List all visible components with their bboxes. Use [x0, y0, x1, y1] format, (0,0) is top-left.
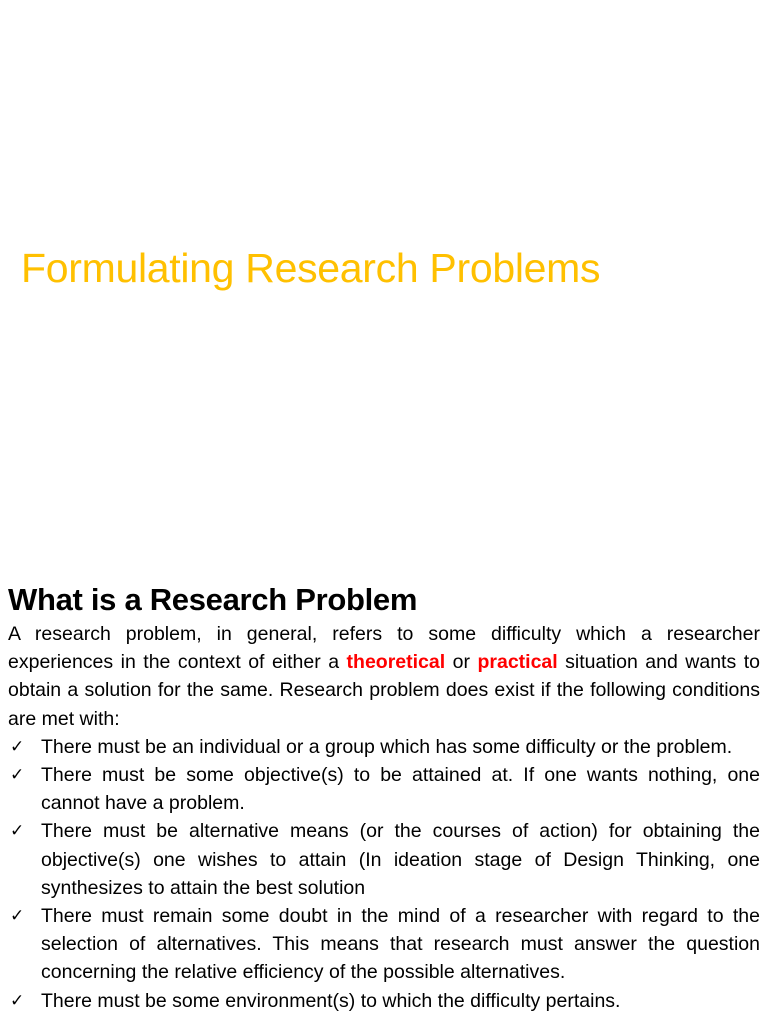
intro-text-2: or	[445, 651, 478, 674]
highlight-practical: practical	[477, 651, 558, 674]
list-item	[8, 987, 760, 1015]
list-item-text: There must remain some doubt in the mind of a researcher with regard to the selection of alternatives. This means that research must answer the question concerning the relative efficiency of the possible alternatives.	[41, 905, 760, 984]
list-item-text: There must be an individual or a group which has some difficulty or the problem.	[41, 735, 733, 758]
list-item-text: There must be some environment(s) to which the difficulty pertains.	[41, 989, 621, 1012]
list-item	[8, 761, 760, 817]
list-item-text: There must be some objective(s) to be attained at. If one wants nothing, one cannot have a problem.	[41, 764, 760, 815]
checkmark-icon: ✓	[10, 821, 25, 842]
conditions-list	[8, 733, 760, 1015]
checkmark-icon: ✓	[10, 990, 25, 1011]
list-item	[8, 902, 760, 987]
intro-paragraph	[8, 620, 760, 733]
intro-text-1: A research problem, in general, refers to some difficulty which a researcher experiences in the context of either a	[8, 623, 760, 674]
list-item	[8, 733, 760, 761]
slide-2	[0, 576, 768, 1024]
list-item	[8, 817, 760, 902]
highlight-theoretical: theoretical	[346, 651, 446, 674]
slide-title: Formulating Research Problems	[21, 245, 601, 291]
slide-heading: What is a Research Problem	[8, 582, 418, 617]
list-item-text: There must be alternative means (or the courses of action) for obtaining the objective(s) one wishes to attain (In ideation stage of Design Thinking, one synthesizes to attain the best solution	[41, 820, 760, 899]
checkmark-icon: ✓	[10, 736, 25, 757]
checkmark-icon: ✓	[10, 765, 25, 786]
slide-body	[8, 620, 760, 1015]
intro-text-3: situation and wants to obtain a solution for the same. Research problem does exist if the following conditions are met with:	[8, 651, 760, 730]
checkmark-icon: ✓	[10, 906, 25, 927]
